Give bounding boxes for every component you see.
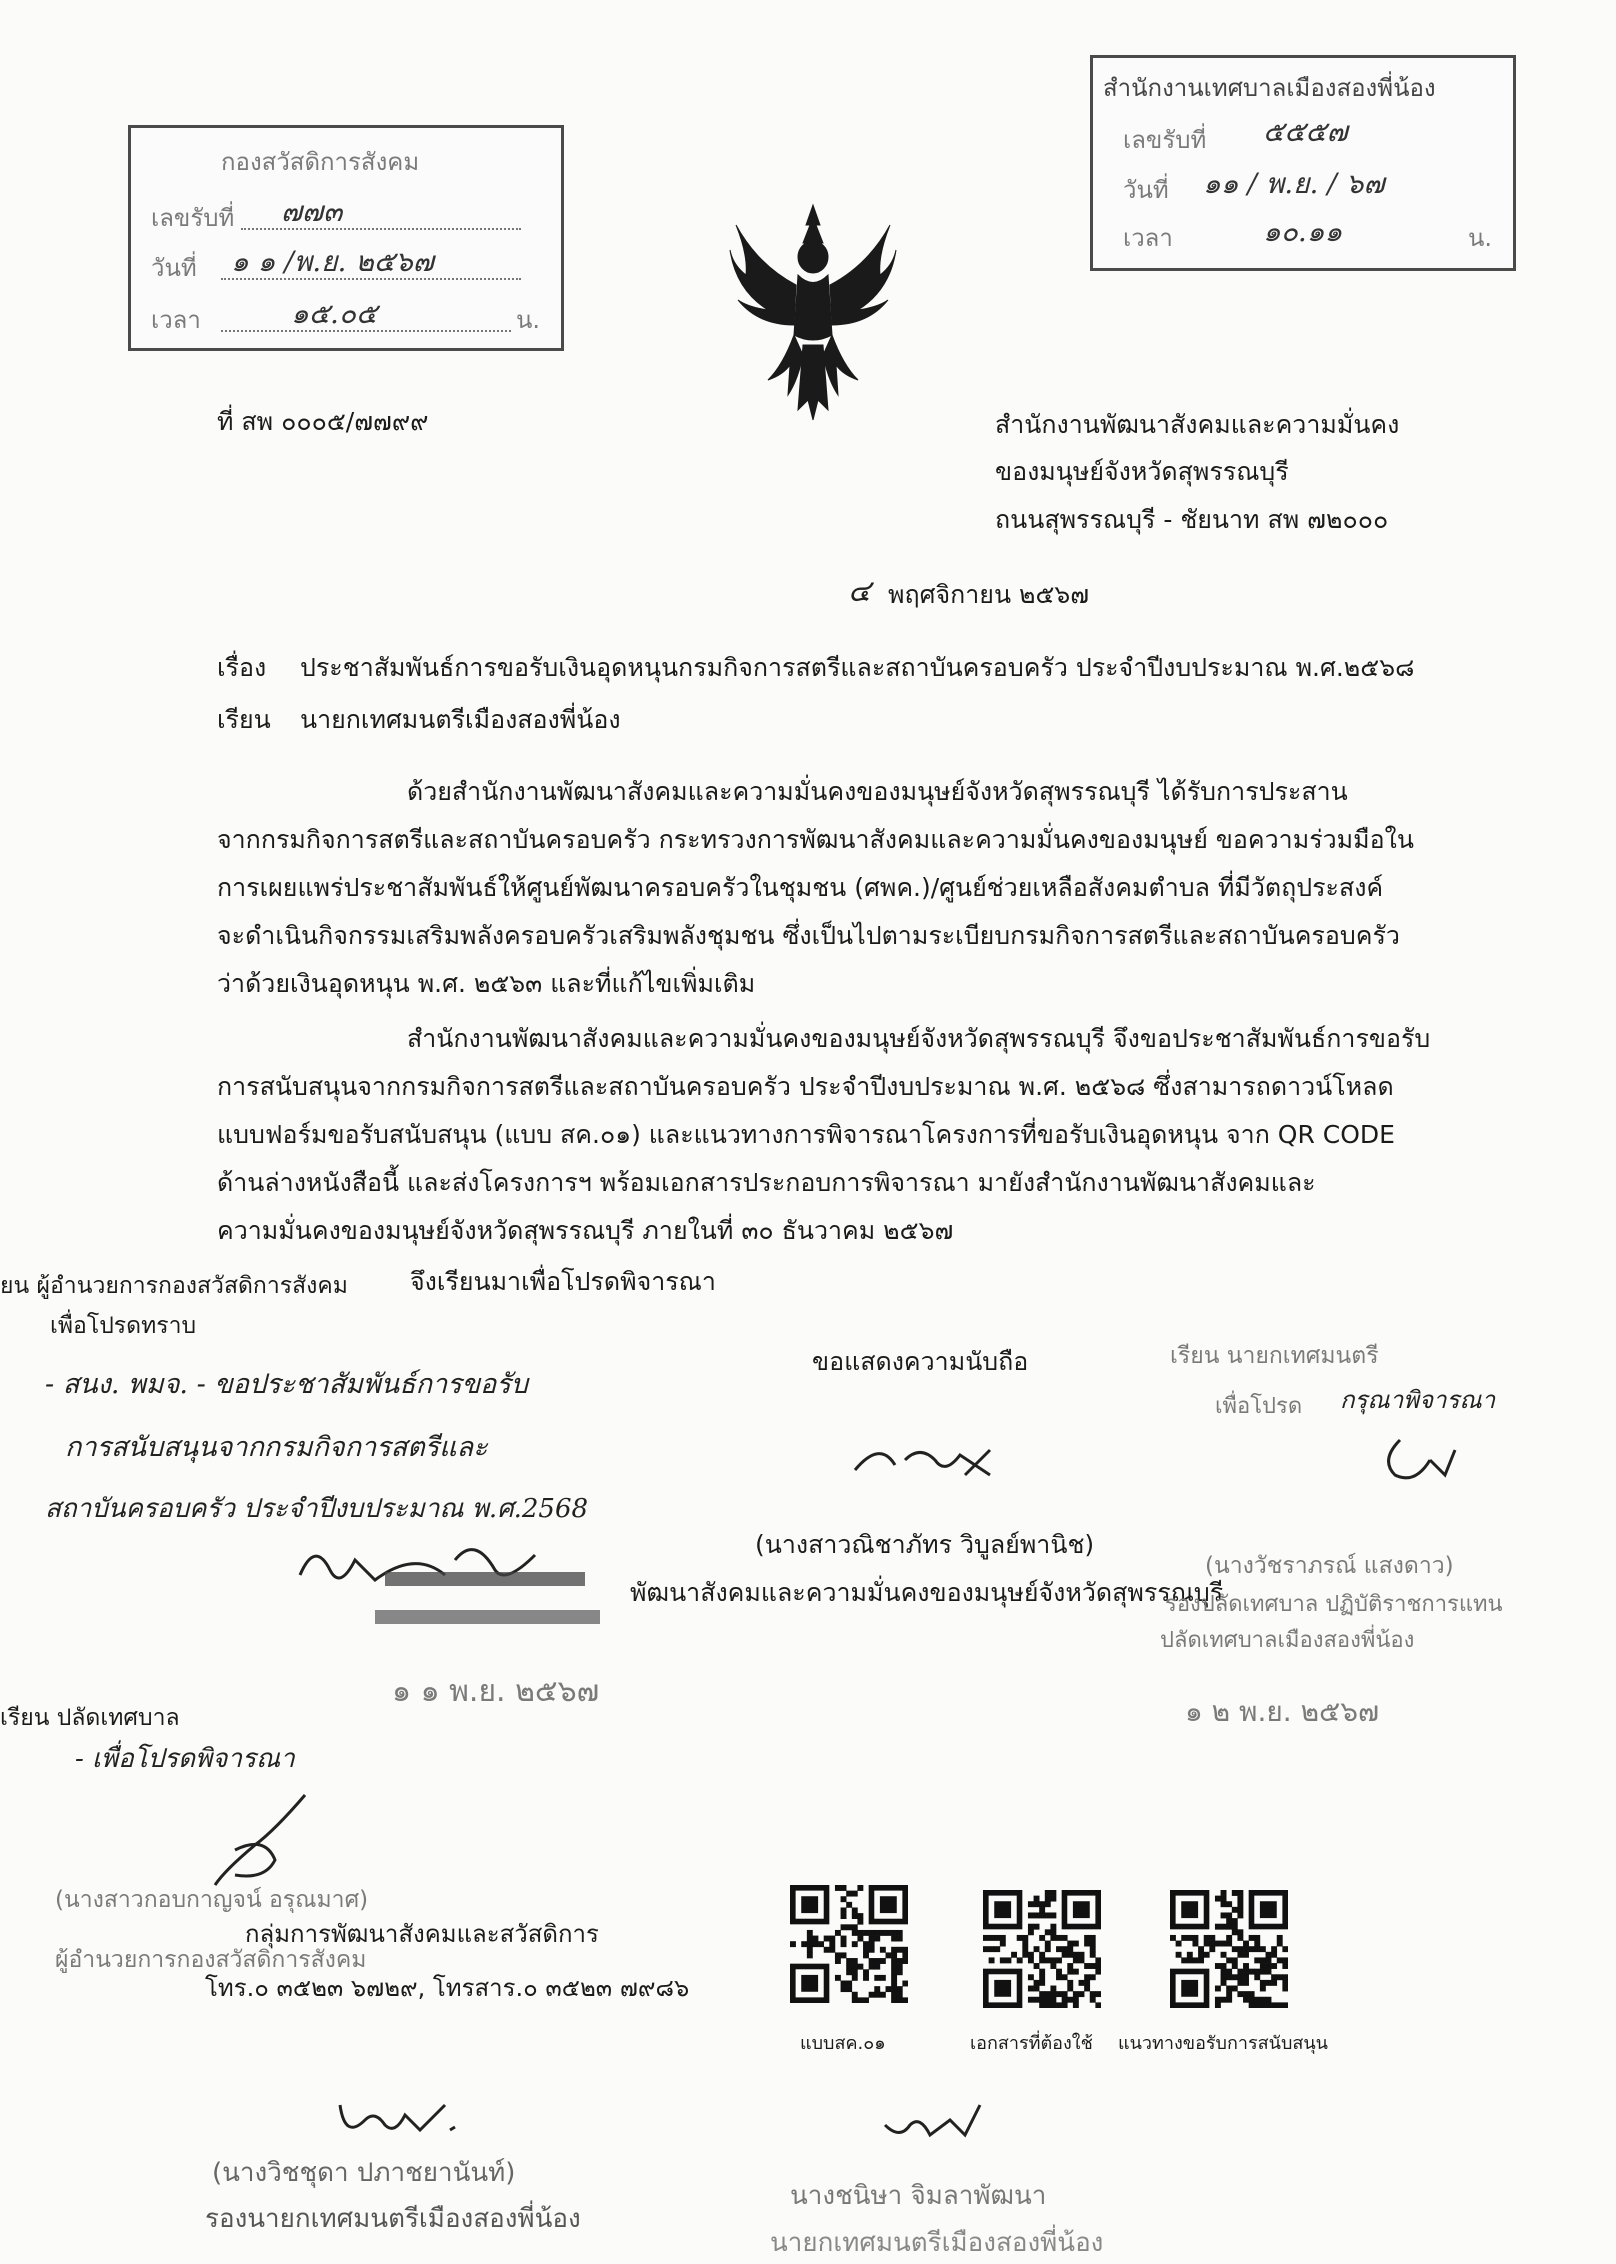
stamp-title: สำนักงานเทศบาลเมืองสองพี่น้อง (1103, 74, 1436, 102)
note-left-purpose: เพื่อโปรดทราบ (50, 1313, 197, 1339)
paragraph-line: การสนับสนุนจากกรมกิจการสตรีและสถาบันครอบครัว ประจำปีงบประมาณ พ.ศ. ๒๕๖๘ ซึ่งสามารถดาวน์โหลด (217, 1072, 1394, 1101)
note-right-position-2: ปลัดเทศบาลเมืองสองพี่น้อง (1160, 1628, 1415, 1653)
qr-label-guidelines: แนวทางขอรับการสนับสนุน (1118, 2033, 1328, 2054)
org-address: ถนนสุพรรณบุรี - ชัยนาท สพ ๗๒๐๐๐ (995, 505, 1389, 534)
subject-text: ประชาสัมพันธ์การขอรับเงินอุดหนุนกรมกิจการสตรีและสถาบันครอบครัว ประจำปีงบประมาณ พ.ศ.๒๕๖๘ (300, 653, 1415, 682)
note-lower-left-signature-icon (195, 1790, 325, 1890)
stamp-reg-label: เลขรับที่ (1123, 126, 1207, 154)
redacted-stamp-block (385, 1572, 585, 1586)
paragraph-line: ด้วยสำนักงานพัฒนาสังคมและความมั่นคงของมนุษย์จังหวัดสุพรรณบุรี ได้รับการประสาน (407, 777, 1348, 806)
body-paragraph-1 (217, 768, 1447, 1008)
qr-label-form: แบบสค.๐๑ (800, 2033, 886, 2054)
org-name-line1: สำนักงานพัฒนาสังคมและความมั่นคง (995, 410, 1400, 439)
date-day: ๔ (848, 574, 871, 609)
stamp-time-unit: น. (1468, 224, 1493, 252)
stamp-time-value: ๑๕.๐๕ (291, 297, 378, 330)
note-lower-left-purpose: - เพื่อโปรดพิจารณา (75, 1744, 295, 1774)
paragraph-line: จากกรมกิจการสตรีและสถาบันครอบครัว กระทรวงการพัฒนาสังคมและความมั่นคงของมนุษย์ ขอความร่วมมือใน (217, 825, 1414, 854)
garuda-emblem-icon (728, 195, 898, 425)
paragraph-line: แบบฟอร์มขอรับสนับสนุน (แบบ สค.๐๑) และแนวทางการพิจารณาโครงการที่ขอรับเงินอุดหนุน จาก QR CODE (217, 1120, 1395, 1149)
stamp-reg-label: เลขรับที่ (151, 204, 235, 232)
closing-line: จึงเรียนมาเพื่อโปรดพิจารณา (410, 1267, 716, 1296)
qr-code-documents[interactable] (983, 1890, 1101, 2008)
department-contact: โทร.๐ ๓๕๒๓ ๖๗๒๙, โทรสาร.๐ ๓๕๒๓ ๗๙๘๖ (205, 1974, 690, 2002)
org-name-line2: ของมนุษย์จังหวัดสุพรรณบุรี (995, 457, 1289, 486)
qr-code-icon (790, 1885, 908, 2003)
note-right-date-stamp: ๑ ๒ พ.ย. ๒๕๖๗ (1185, 1695, 1380, 1728)
bottom-right-signature-icon (880, 2095, 990, 2155)
note-lower-left-recipient: เรียน ปลัดเทศบาล (0, 1705, 180, 1731)
recipient-label: เรียน (217, 705, 271, 734)
stamp-reg-value: ๕๕๕๗ (1263, 115, 1348, 148)
note-left-handwriting-3: สถาบันครอบครัว ประจำปีงบประมาณ พ.ศ.2568 (45, 1494, 589, 1524)
stamp-time-label: เวลา (151, 306, 201, 334)
stamp-time-label: เวลา (1123, 224, 1173, 252)
document-number: ที่ สพ ๐๐๐๕/๗๗๙๙ (217, 407, 429, 436)
note-left-signature-icon (295, 1530, 555, 1600)
note-right-purpose: เพื่อโปรด (1215, 1394, 1303, 1419)
stamp-time-value: ๑๐.๑๑ (1263, 215, 1343, 248)
receiving-stamp-right (1090, 55, 1516, 271)
bottom-left-signature-icon (330, 2085, 470, 2145)
bottom-right-name: นางชนิษา จิมลาพัฒนา (790, 2181, 1047, 2211)
note-left-handwriting-1: - สนง. พมจ. - ขอประชาสัมพันธ์การขอรับ (45, 1369, 528, 1400)
signer-position: พัฒนาสังคมและความมั่นคงของมนุษย์จังหวัดสุพรรณบุรี (630, 1578, 1224, 1607)
stamp-date-label: วันที่ (151, 254, 197, 282)
paragraph-line: จะดำเนินกิจกรรมเสริมพลังครอบครัวเสริมพลังชุมชน ซึ่งเป็นไปตามระเบียบกรมกิจการสตรีและสถาบันครอบครัว (217, 921, 1400, 950)
bottom-right-position: นายกเทศมนตรีเมืองสองพี่น้อง (770, 2228, 1104, 2258)
document-date: พฤศจิกายน ๒๕๖๗ (888, 580, 1090, 609)
department-name: กลุ่มการพัฒนาสังคมและสวัสดิการ (245, 1920, 599, 1948)
qr-code-icon (1170, 1890, 1288, 2008)
regards-text: ขอแสดงความนับถือ (812, 1347, 1029, 1376)
note-lower-left-name: (นางสาวกอบกาญจน์ อรุณมาศ) (55, 1887, 369, 1913)
paragraph-line: สำนักงานพัฒนาสังคมและความมั่นคงของมนุษย์จังหวัดสุพรรณบุรี จึงขอประชาสัมพันธ์การขอรับ (407, 1024, 1431, 1053)
note-right-position-1: รองปลัดเทศบาล ปฏิบัติราชการแทน (1165, 1592, 1503, 1617)
redacted-stamp-block (375, 1610, 600, 1624)
note-right-recipient: เรียน นายกเทศมนตรี (1170, 1343, 1379, 1369)
note-left-date-stamp: ๑ ๑ พ.ย. ๒๕๖๗ (392, 1674, 600, 1709)
stamp-reg-value: ๗๗๓ (281, 195, 343, 228)
qr-label-documents: เอกสารที่ต้องใช้ (970, 2033, 1093, 2054)
paragraph-line: การเผยแพร่ประชาสัมพันธ์ให้ศูนย์พัฒนาครอบครัวในชุมชน (ศพค.)/ศูนย์ช่วยเหลือสังคมตำบล ที่มีวัตถุประสงค์ (217, 873, 1384, 902)
signer-name: (นางสาวณิชาภัทร วิบูลย์พานิช) (755, 1530, 1095, 1559)
paragraph-line: ว่าด้วยเงินอุดหนุน พ.ศ. ๒๕๖๓ และที่แก้ไขเพิ่มเติม (217, 969, 756, 998)
qr-code-icon (983, 1890, 1101, 2008)
stamp-date-label: วันที่ (1123, 176, 1169, 204)
stamp-date-value: ๑๑ / พ.ย. / ๖๗ (1203, 167, 1385, 200)
qr-code-guidelines[interactable] (1170, 1890, 1288, 2008)
bottom-left-position: รองนายกเทศมนตรีเมืองสองพี่น้อง (205, 2204, 581, 2234)
subject-label: เรื่อง (217, 653, 267, 682)
stamp-title: กองสวัสดิการสังคม (221, 148, 420, 176)
note-right-signature-icon (1370, 1430, 1470, 1500)
note-right-handwriting: กรุณาพิจารณา (1340, 1386, 1496, 1414)
paragraph-line: ด้านล่างหนังสือนี้ และส่งโครงการฯ พร้อมเอกสารประกอบการพิจารณา มายังสำนักงานพัฒนาสังคมและ (217, 1168, 1316, 1197)
qr-code-form[interactable] (790, 1885, 908, 2003)
signer-signature-icon (850, 1430, 1000, 1490)
bottom-left-name: (นางวิชชุดา ปภาชยานันท์) (212, 2158, 516, 2188)
receiving-stamp-left (128, 125, 564, 351)
note-left-handwriting-2: การสนับสนุนจากกรมกิจการสตรีและ (65, 1432, 488, 1463)
note-left-recipient: ยน ผู้อำนวยการกองสวัสดิการสังคม (0, 1273, 348, 1299)
paragraph-line: ความมั่นคงของมนุษย์จังหวัดสุพรรณบุรี ภายในที่ ๓๐ ธันวาคม ๒๕๖๗ (217, 1216, 954, 1245)
note-lower-left-position: ผู้อำนวยการกองสวัสดิการสังคม (55, 1947, 367, 1973)
stamp-time-unit: น. (516, 306, 541, 334)
stamp-date-value: ๑ ๑ /พ.ย. ๒๕๖๗ (231, 245, 434, 278)
note-right-name: (นางวัชราภรณ์ แสงดาว) (1205, 1553, 1454, 1579)
recipient-text: นายกเทศมนตรีเมืองสองพี่น้อง (300, 705, 621, 734)
body-paragraph-2 (217, 1015, 1447, 1255)
